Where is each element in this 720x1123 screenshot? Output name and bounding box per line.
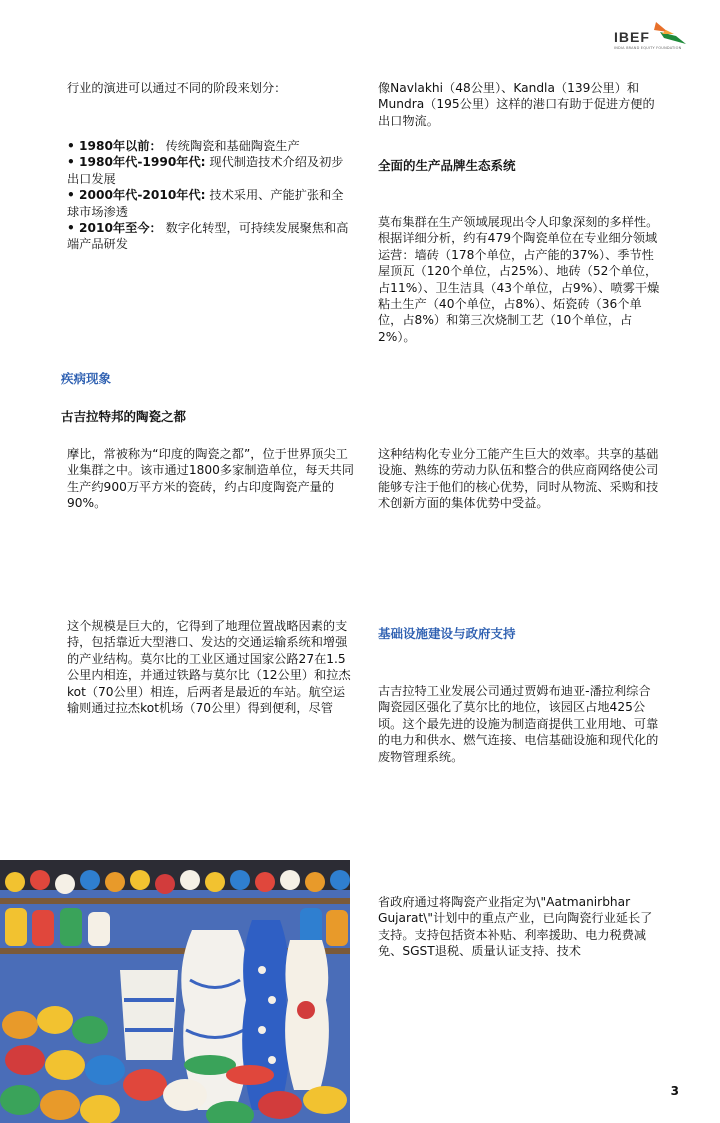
ceramics-photo-illustration: [0, 860, 350, 1123]
phase-item: • 2010年至今： 数字化转型，可持续发展聚焦和高端产品研发: [67, 221, 349, 252]
infrastructure-paragraph: 古吉拉特工业发展公司通过贾姆布迪亚-潘拉利综合陶瓷园区强化了莫尔比的地位，该园区占地425公顷。这个最先进的设施为制造商提供工业用地、可靠的电力和供水、燃气连接、电信基础设施和现代化的废物管理系统。: [378, 684, 659, 764]
ceramics-market-photo: [0, 860, 350, 1123]
page-number: 3: [670, 1084, 679, 1098]
logo-subtext: INDIA BRAND EQUITY FOUNDATION: [614, 46, 682, 50]
phase-list: [67, 138, 352, 253]
morbi-paragraph: 摩比，常被称为“印度的陶瓷之都”，位于世界顶尖工业集群之中。该市通过1800多家制造单位，每天共同生产约900万平方米的瓷砖，约占印度陶瓷产量的90%。: [67, 447, 354, 511]
section-title: 古吉拉特邦的陶瓷之都: [61, 409, 187, 424]
intro-text: 行业的演进可以通过不同的阶段来划分：: [67, 81, 287, 95]
phase-item: • 1980年以前： 传统陶瓷和基础陶瓷生产: [67, 139, 300, 153]
ibef-logo: [608, 18, 688, 52]
phase-item: • 1980年代-1990年代: 现代制造技术介绍及初步出口发展: [67, 155, 344, 186]
ports-paragraph: 像Navlakhi（48公里）、Kandla（139公里）和Mundra（195公里）这样的港口有助于促进方便的出口物流。: [378, 81, 655, 128]
logo-text: IBEF: [614, 29, 650, 45]
scale-paragraph: 这个规模是巨大的，它得到了地理位置战略因素的支持，包括靠近大型港口、发达的交通运输系统和增强的产业结构。莫尔比的工业区通过国家公路27在1.5公里内相连，并通过铁路与莫尔比（12公里）和拉杰kot（70公里）相连，后两者是最近的车站。航空运输则通过拉杰kot机场（70公里）得到便利，尽管: [67, 619, 351, 716]
government-paragraph: 省政府通过将陶瓷产业指定为\"Aatmanirbhar Gujarat\"计划中的重点产业，已向陶瓷行业延长了支持。支持包括资本补贴、利率援助、电力税费减免、SGST退税、质量认证支持、技术: [378, 895, 653, 959]
specialization-paragraph: 这种结构化专业分工能产生巨大的效率。共享的基础设施、熟练的劳动力队伍和整合的供应商网络使公司能够专注于他们的核心优势，同时从物流、采购和技术创新方面的集体优势中受益。: [378, 447, 659, 511]
logo-bird-icon: [650, 18, 690, 46]
phase-item: • 2000年代-2010年代: 技术采用、产能扩张和全球市场渗透: [67, 188, 344, 219]
section-label: 疾病现象: [61, 371, 112, 386]
ecosystem-heading: 全面的生产品牌生态系统: [378, 158, 516, 173]
infrastructure-heading: 基础设施建设与政府支持: [378, 626, 516, 641]
ecosystem-paragraph: 莫布集群在生产领域展现出令人印象深刻的多样性。根据详细分析，约有479个陶瓷单位在专业细分领域运营：墙砖（178个单位，占产能的37%）、季节性屋顶瓦（120个单位，占25%）、地砖（52个单位，占11%）、卫生洁具（43个单位，占9%）、喷雾干燥粘土生产（40个单位，占8%）、炻瓷砖（36个单位，占8%）和第三次烧制工艺（10个单位，占2%）。: [378, 215, 660, 344]
